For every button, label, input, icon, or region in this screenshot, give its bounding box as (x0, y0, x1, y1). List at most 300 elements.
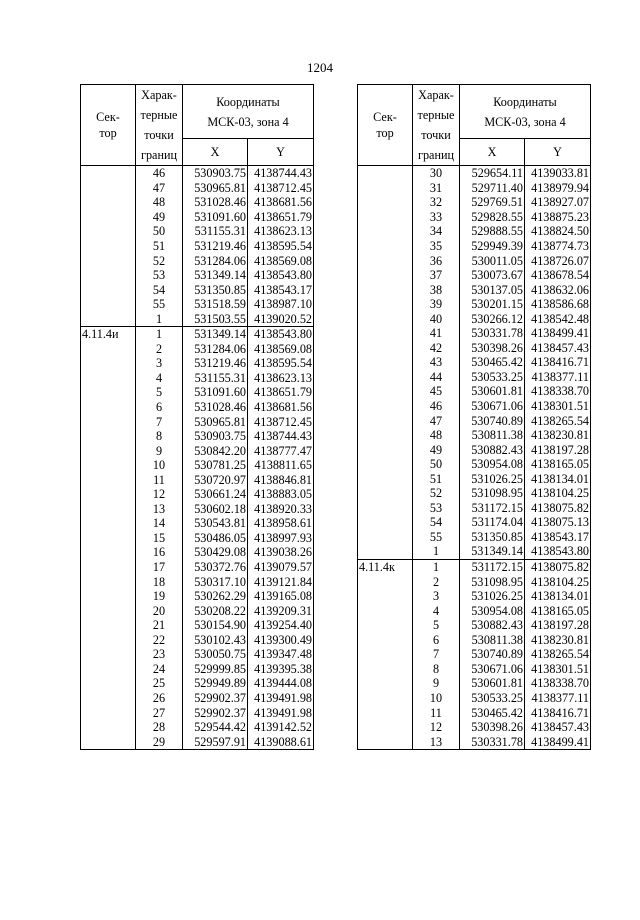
point-cell: 9 (413, 676, 460, 691)
table-row (81, 195, 314, 210)
sector-cell: 4.11.4к (358, 559, 413, 574)
sector-cell (358, 384, 413, 399)
sector-cell (358, 501, 413, 516)
table-row (358, 311, 591, 326)
sector-cell (358, 486, 413, 501)
y-cell: 4138543.80 (248, 327, 314, 342)
point-cell: 35 (413, 239, 460, 254)
coords-header (183, 85, 314, 139)
y-cell: 4138927.07 (525, 195, 591, 210)
table-row (358, 166, 591, 181)
table-row (81, 545, 314, 560)
points-header-line4: границ (417, 148, 455, 162)
x-cell: 530050.75 (183, 647, 248, 662)
y-cell: 4138230.81 (525, 633, 591, 648)
point-cell: 6 (413, 633, 460, 648)
y-cell: 4139142.52 (248, 720, 314, 735)
x-cell: 530102.43 (183, 633, 248, 648)
x-cell: 529949.89 (183, 676, 248, 691)
y-cell: 4138301.51 (525, 662, 591, 677)
x-cell: 529769.51 (460, 195, 525, 210)
y-cell: 4138586.68 (525, 297, 591, 312)
point-cell: 44 (413, 370, 460, 385)
table-row (81, 589, 314, 604)
y-cell: 4138777.47 (248, 443, 314, 458)
table-row (358, 428, 591, 443)
x-cell: 530465.42 (460, 355, 525, 370)
point-cell: 38 (413, 282, 460, 297)
point-cell: 31 (413, 181, 460, 196)
y-cell: 4138338.70 (525, 676, 591, 691)
table-row (81, 502, 314, 517)
point-cell: 36 (413, 253, 460, 268)
x-cell: 530965.81 (183, 181, 248, 196)
sector-cell (81, 429, 136, 444)
table-row (358, 691, 591, 706)
x-cell: 530903.75 (183, 429, 248, 444)
y-cell: 4139347.48 (248, 647, 314, 662)
x-cell: 531172.15 (460, 559, 525, 574)
y-cell: 4138681.56 (248, 195, 314, 210)
y-cell: 4138651.79 (248, 385, 314, 400)
point-cell: 47 (136, 181, 183, 196)
points-header-line3: точки (144, 128, 174, 142)
y-cell: 4138543.80 (248, 268, 314, 283)
y-cell: 4139491.98 (248, 691, 314, 706)
sector-cell (81, 385, 136, 400)
x-cell: 530533.25 (460, 691, 525, 706)
table-row (358, 326, 591, 341)
sector-cell (358, 633, 413, 648)
sector-cell (81, 618, 136, 633)
table-row (358, 734, 591, 749)
sector-cell (81, 662, 136, 677)
point-cell: 3 (136, 356, 183, 371)
x-cell: 530601.81 (460, 676, 525, 691)
x-cell: 530882.43 (460, 618, 525, 633)
table-row (358, 282, 591, 297)
x-cell: 530965.81 (183, 414, 248, 429)
x-cell: 529999.85 (183, 662, 248, 677)
y-cell: 4139088.61 (248, 734, 314, 749)
table-row (358, 515, 591, 530)
table-row (358, 633, 591, 648)
sector-cell (81, 589, 136, 604)
point-cell: 49 (413, 442, 460, 457)
y-cell: 4138958.61 (248, 516, 314, 531)
point-cell: 17 (136, 560, 183, 575)
sector-cell (81, 676, 136, 691)
y-cell: 4139444.08 (248, 676, 314, 691)
x-cell: 531091.60 (183, 210, 248, 225)
x-cell: 531219.46 (183, 239, 248, 254)
table-row (358, 399, 591, 414)
point-cell: 5 (136, 385, 183, 400)
x-cell: 529902.37 (183, 705, 248, 720)
table-row (81, 224, 314, 239)
x-cell: 530398.26 (460, 341, 525, 356)
point-cell: 52 (413, 486, 460, 501)
coords-header (460, 85, 591, 139)
y-cell: 4138681.56 (248, 400, 314, 415)
y-cell: 4138987.10 (248, 297, 314, 312)
y-cell: 4138744.43 (248, 429, 314, 444)
sector-cell (81, 603, 136, 618)
y-header: Y (525, 139, 591, 166)
point-cell: 19 (136, 589, 183, 604)
table-row (358, 647, 591, 662)
y-cell: 4139254.40 (248, 618, 314, 633)
coords-header-line1: Координаты (216, 94, 280, 109)
y-cell: 4138265.54 (525, 413, 591, 428)
table-row (358, 370, 591, 385)
point-cell: 50 (136, 224, 183, 239)
x-cell: 529949.39 (460, 239, 525, 254)
table-row (358, 501, 591, 516)
point-cell: 13 (136, 502, 183, 517)
x-cell: 530429.08 (183, 545, 248, 560)
y-cell: 4138569.08 (248, 253, 314, 268)
point-cell: 33 (413, 210, 460, 225)
x-cell: 531350.85 (460, 530, 525, 545)
table-row (81, 282, 314, 297)
sector-cell (358, 282, 413, 297)
point-cell: 46 (136, 166, 183, 181)
x-cell: 530602.18 (183, 502, 248, 517)
point-cell: 29 (136, 734, 183, 749)
table-row (81, 734, 314, 749)
point-cell: 12 (136, 487, 183, 502)
x-cell: 530398.26 (460, 720, 525, 735)
sector-cell (358, 413, 413, 428)
y-cell: 4138416.71 (525, 705, 591, 720)
table-row (358, 195, 591, 210)
sector-header (81, 85, 136, 166)
x-header: X (183, 139, 248, 166)
x-cell: 531155.31 (183, 224, 248, 239)
table-row (358, 341, 591, 356)
y-cell: 4138338.70 (525, 384, 591, 399)
sector-cell (81, 443, 136, 458)
x-cell: 530331.78 (460, 734, 525, 749)
sector-header-line2: тор (99, 126, 117, 140)
y-cell: 4138301.51 (525, 399, 591, 414)
table-row (358, 413, 591, 428)
table-row (81, 239, 314, 254)
table-row (81, 531, 314, 546)
y-cell: 4138712.45 (248, 414, 314, 429)
sector-header-line1: Сек- (373, 110, 397, 124)
sector-cell (81, 734, 136, 749)
y-cell: 4138875.23 (525, 210, 591, 225)
table-row (81, 487, 314, 502)
point-cell: 42 (413, 341, 460, 356)
sector-cell (81, 487, 136, 502)
point-cell: 30 (413, 166, 460, 181)
point-cell: 55 (413, 530, 460, 545)
point-cell: 21 (136, 618, 183, 633)
table-row (358, 457, 591, 472)
table-row (358, 442, 591, 457)
sector-cell (358, 691, 413, 706)
sector-cell (358, 662, 413, 677)
sector-cell (358, 676, 413, 691)
point-cell: 39 (413, 297, 460, 312)
x-cell: 531028.46 (183, 195, 248, 210)
y-cell: 4139033.81 (525, 166, 591, 181)
x-cell: 531518.59 (183, 297, 248, 312)
y-cell: 4138595.54 (248, 356, 314, 371)
y-cell: 4139209.31 (248, 603, 314, 618)
sector-cell (81, 371, 136, 386)
x-cell: 530954.08 (460, 457, 525, 472)
x-cell: 531091.60 (183, 385, 248, 400)
sector-cell (81, 239, 136, 254)
point-cell: 55 (136, 297, 183, 312)
x-cell: 530208.22 (183, 603, 248, 618)
table-row (81, 414, 314, 429)
point-cell: 16 (136, 545, 183, 560)
sector-cell (81, 268, 136, 283)
x-cell: 530266.12 (460, 311, 525, 326)
table-row (358, 662, 591, 677)
sector-cell (81, 414, 136, 429)
point-cell: 51 (413, 471, 460, 486)
point-cell: 47 (413, 413, 460, 428)
x-cell: 529902.37 (183, 691, 248, 706)
point-cell: 18 (136, 574, 183, 589)
sector-cell (358, 618, 413, 633)
point-cell: 37 (413, 268, 460, 283)
sector-cell (81, 560, 136, 575)
table-row (81, 560, 314, 575)
table-row (81, 385, 314, 400)
x-cell: 530781.25 (183, 458, 248, 473)
y-cell: 4138595.54 (248, 239, 314, 254)
x-cell: 530740.89 (460, 647, 525, 662)
point-cell: 7 (136, 414, 183, 429)
sector-cell (358, 515, 413, 530)
sector-cell (81, 195, 136, 210)
y-cell: 4138623.13 (248, 224, 314, 239)
x-cell: 530903.75 (183, 166, 248, 181)
x-cell: 530137.05 (460, 282, 525, 297)
sector-cell (358, 239, 413, 254)
coords-header-line1: Координаты (493, 94, 557, 109)
point-cell: 11 (413, 705, 460, 720)
points-header-line3: точки (421, 128, 451, 142)
y-cell: 4138134.01 (525, 589, 591, 604)
y-cell: 4138265.54 (525, 647, 591, 662)
points-header (413, 85, 460, 166)
x-cell: 531174.04 (460, 515, 525, 530)
point-cell: 4 (413, 603, 460, 618)
x-cell: 530262.29 (183, 589, 248, 604)
y-cell: 4138846.81 (248, 472, 314, 487)
x-cell: 530465.42 (460, 705, 525, 720)
table-row (81, 400, 314, 415)
sector-cell (358, 589, 413, 604)
y-cell: 4138499.41 (525, 734, 591, 749)
y-cell: 4138623.13 (248, 371, 314, 386)
y-cell: 4138632.06 (525, 282, 591, 297)
x-cell: 530740.89 (460, 413, 525, 428)
x-cell: 530720.97 (183, 472, 248, 487)
coords-header-line2: МСК-03, зона 4 (207, 114, 289, 129)
table-row (81, 662, 314, 677)
table-row (358, 603, 591, 618)
left-table-body (81, 166, 314, 750)
point-cell: 8 (136, 429, 183, 444)
x-cell: 531219.46 (183, 356, 248, 371)
table-row (358, 720, 591, 735)
sector-cell (358, 253, 413, 268)
point-cell: 4 (136, 371, 183, 386)
point-cell: 25 (136, 676, 183, 691)
point-cell: 40 (413, 311, 460, 326)
table-row (81, 676, 314, 691)
y-cell: 4138457.43 (525, 341, 591, 356)
table-row (81, 210, 314, 225)
point-cell: 45 (413, 384, 460, 399)
sector-cell (81, 210, 136, 225)
x-cell: 529888.55 (460, 224, 525, 239)
x-cell: 531028.46 (183, 400, 248, 415)
point-cell: 49 (136, 210, 183, 225)
point-cell: 10 (413, 691, 460, 706)
sector-cell (358, 442, 413, 457)
y-cell: 4138230.81 (525, 428, 591, 443)
point-cell: 48 (413, 428, 460, 443)
x-cell: 531349.14 (183, 268, 248, 283)
y-cell: 4138824.50 (525, 224, 591, 239)
x-cell: 530661.24 (183, 487, 248, 502)
sector-cell (358, 603, 413, 618)
x-cell: 530011.05 (460, 253, 525, 268)
table-row (81, 472, 314, 487)
y-cell: 4138165.05 (525, 603, 591, 618)
point-cell: 52 (136, 253, 183, 268)
point-cell: 8 (413, 662, 460, 677)
sector-cell (358, 355, 413, 370)
table-row (81, 705, 314, 720)
x-cell: 530671.06 (460, 662, 525, 677)
point-cell: 11 (136, 472, 183, 487)
table-row (358, 239, 591, 254)
sector-cell (358, 734, 413, 749)
table-row (81, 603, 314, 618)
sector-cell (81, 705, 136, 720)
y-cell: 4138165.05 (525, 457, 591, 472)
point-cell: 9 (136, 443, 183, 458)
table-row (358, 574, 591, 589)
sector-cell (81, 282, 136, 297)
point-cell: 46 (413, 399, 460, 414)
x-cell: 530601.81 (460, 384, 525, 399)
table-row (81, 371, 314, 386)
sector-cell (81, 647, 136, 662)
table-row (81, 458, 314, 473)
y-cell: 4139038.26 (248, 545, 314, 560)
x-cell: 529828.55 (460, 210, 525, 225)
y-cell: 4139020.52 (248, 311, 314, 326)
point-cell: 51 (136, 239, 183, 254)
y-cell: 4138543.17 (525, 530, 591, 545)
right-table-body (358, 166, 591, 750)
table-row (81, 574, 314, 589)
sector-cell (81, 720, 136, 735)
point-cell: 34 (413, 224, 460, 239)
table-row (358, 210, 591, 225)
table-row (81, 720, 314, 735)
point-cell: 50 (413, 457, 460, 472)
table-row (358, 544, 591, 559)
points-header-line1: Харак- (141, 88, 177, 102)
x-cell: 530201.15 (460, 297, 525, 312)
x-cell: 530331.78 (460, 326, 525, 341)
coordinates-table-left (80, 84, 314, 750)
y-cell: 4138651.79 (248, 210, 314, 225)
table-row (358, 253, 591, 268)
x-cell: 531155.31 (183, 371, 248, 386)
y-cell: 4138416.71 (525, 355, 591, 370)
sector-cell (81, 253, 136, 268)
point-cell: 12 (413, 720, 460, 735)
table-row (358, 705, 591, 720)
table-row (358, 384, 591, 399)
table-row (81, 633, 314, 648)
table-row (81, 618, 314, 633)
point-cell: 20 (136, 603, 183, 618)
y-cell: 4138075.82 (525, 501, 591, 516)
table-row (358, 530, 591, 545)
sector-cell (358, 341, 413, 356)
y-cell: 4138883.05 (248, 487, 314, 502)
point-cell: 6 (136, 400, 183, 415)
y-cell: 4138543.80 (525, 544, 591, 559)
table-row (81, 181, 314, 196)
sector-cell (81, 691, 136, 706)
y-cell: 4138726.07 (525, 253, 591, 268)
y-cell: 4138377.11 (525, 691, 591, 706)
sector-cell (358, 544, 413, 559)
x-cell: 530543.81 (183, 516, 248, 531)
sector-cell (81, 342, 136, 357)
point-cell: 43 (413, 355, 460, 370)
sector-cell (358, 224, 413, 239)
sector-cell (358, 195, 413, 210)
point-cell: 1 (413, 544, 460, 559)
x-cell: 529711.40 (460, 181, 525, 196)
y-cell: 4139165.08 (248, 589, 314, 604)
table-row (358, 224, 591, 239)
point-cell: 2 (413, 574, 460, 589)
table-row (358, 618, 591, 633)
x-cell: 531098.95 (460, 574, 525, 589)
sector-cell (81, 166, 136, 181)
point-cell: 53 (136, 268, 183, 283)
points-header-line2: терные (140, 108, 178, 122)
y-cell: 4139395.38 (248, 662, 314, 677)
sector-cell (358, 428, 413, 443)
sector-cell (81, 400, 136, 415)
table-row (81, 253, 314, 268)
coords-header-line2: МСК-03, зона 4 (484, 114, 566, 129)
sector-cell (81, 472, 136, 487)
sector-cell (81, 633, 136, 648)
table-row (81, 356, 314, 371)
x-cell: 529597.91 (183, 734, 248, 749)
